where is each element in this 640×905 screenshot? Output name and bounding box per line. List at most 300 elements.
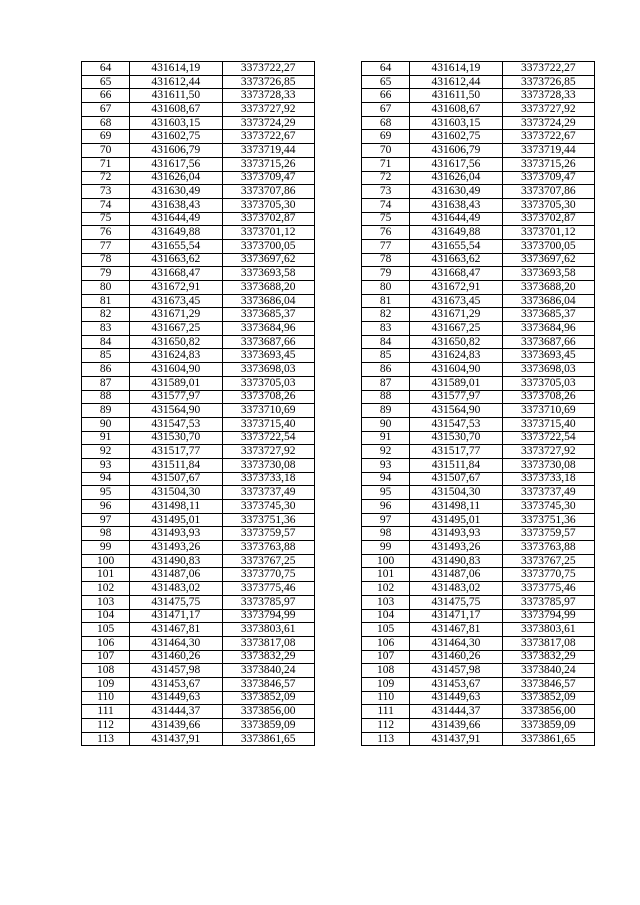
left-coordinate-x-cell: 431460,26 xyxy=(130,650,222,664)
left-point-number-cell: 100 xyxy=(82,554,130,568)
table-row xyxy=(82,335,595,349)
coordinates-table xyxy=(81,61,595,746)
column-gap xyxy=(314,458,361,472)
table-row xyxy=(82,664,595,678)
column-gap xyxy=(314,390,361,404)
table-row xyxy=(82,349,595,363)
right-coordinate-y-cell: 3373759,57 xyxy=(502,527,594,541)
right-coordinate-x-cell: 431655,54 xyxy=(410,239,502,253)
left-coordinate-x-cell: 431564,90 xyxy=(130,404,222,418)
left-point-number-cell: 86 xyxy=(82,363,130,377)
column-gap xyxy=(314,472,361,486)
column-gap xyxy=(314,719,361,733)
right-coordinate-y-cell: 3373770,75 xyxy=(502,568,594,582)
column-gap xyxy=(314,500,361,514)
right-point-number-cell: 99 xyxy=(362,541,410,555)
left-point-number-cell: 76 xyxy=(82,226,130,240)
left-coordinate-y-cell: 3373840,24 xyxy=(222,664,314,678)
right-point-number-cell: 89 xyxy=(362,404,410,418)
left-point-number-cell: 89 xyxy=(82,404,130,418)
left-coordinate-x-cell: 431493,93 xyxy=(130,527,222,541)
right-point-number-cell: 103 xyxy=(362,595,410,609)
right-coordinate-y-cell: 3373693,45 xyxy=(502,349,594,363)
left-point-number-cell: 106 xyxy=(82,636,130,650)
left-point-number-cell: 92 xyxy=(82,445,130,459)
right-coordinate-y-cell: 3373693,58 xyxy=(502,267,594,281)
left-coordinate-x-cell: 431471,17 xyxy=(130,609,222,623)
left-coordinate-x-cell: 431439,66 xyxy=(130,719,222,733)
table-row xyxy=(82,281,595,295)
left-coordinate-y-cell: 3373832,29 xyxy=(222,650,314,664)
left-point-number-cell: 102 xyxy=(82,582,130,596)
table-row xyxy=(82,417,595,431)
left-coordinate-x-cell: 431626,04 xyxy=(130,171,222,185)
column-gap xyxy=(314,404,361,418)
column-gap xyxy=(314,431,361,445)
right-coordinate-x-cell: 431671,29 xyxy=(410,308,502,322)
left-coordinate-x-cell: 431483,02 xyxy=(130,582,222,596)
right-coordinate-y-cell: 3373702,87 xyxy=(502,212,594,226)
left-coordinate-x-cell: 431453,67 xyxy=(130,677,222,691)
left-coordinate-y-cell: 3373688,20 xyxy=(222,281,314,295)
left-point-number-cell: 65 xyxy=(82,75,130,89)
column-gap xyxy=(314,267,361,281)
right-point-number-cell: 69 xyxy=(362,130,410,144)
left-coordinate-y-cell: 3373859,09 xyxy=(222,719,314,733)
left-point-number-cell: 67 xyxy=(82,103,130,117)
right-point-number-cell: 83 xyxy=(362,322,410,336)
right-coordinate-y-cell: 3373785,97 xyxy=(502,595,594,609)
right-coordinate-x-cell: 431577,97 xyxy=(410,390,502,404)
column-gap xyxy=(314,335,361,349)
right-coordinate-x-cell: 431444,37 xyxy=(410,705,502,719)
left-coordinate-y-cell: 3373708,26 xyxy=(222,390,314,404)
left-coordinate-y-cell: 3373856,00 xyxy=(222,705,314,719)
left-coordinate-y-cell: 3373715,40 xyxy=(222,417,314,431)
left-coordinate-y-cell: 3373707,86 xyxy=(222,185,314,199)
left-coordinate-y-cell: 3373770,75 xyxy=(222,568,314,582)
right-point-number-cell: 74 xyxy=(362,198,410,212)
right-coordinate-x-cell: 431467,81 xyxy=(410,623,502,637)
right-point-number-cell: 87 xyxy=(362,376,410,390)
left-coordinate-x-cell: 431650,82 xyxy=(130,335,222,349)
left-coordinate-x-cell: 431449,63 xyxy=(130,691,222,705)
table-row xyxy=(82,719,595,733)
right-coordinate-y-cell: 3373700,05 xyxy=(502,239,594,253)
left-coordinate-x-cell: 431530,70 xyxy=(130,431,222,445)
column-gap xyxy=(314,609,361,623)
left-point-number-cell: 80 xyxy=(82,281,130,295)
column-gap xyxy=(314,486,361,500)
right-coordinate-y-cell: 3373719,44 xyxy=(502,144,594,158)
right-coordinate-y-cell: 3373727,92 xyxy=(502,445,594,459)
left-coordinate-x-cell: 431611,50 xyxy=(130,89,222,103)
right-point-number-cell: 66 xyxy=(362,89,410,103)
left-coordinate-y-cell: 3373733,18 xyxy=(222,472,314,486)
right-coordinate-x-cell: 431493,93 xyxy=(410,527,502,541)
right-point-number-cell: 108 xyxy=(362,664,410,678)
left-point-number-cell: 81 xyxy=(82,294,130,308)
table-row xyxy=(82,650,595,664)
right-point-number-cell: 97 xyxy=(362,513,410,527)
table-row xyxy=(82,431,595,445)
left-coordinate-x-cell: 431464,30 xyxy=(130,636,222,650)
left-point-number-cell: 98 xyxy=(82,527,130,541)
right-coordinate-x-cell: 431589,01 xyxy=(410,376,502,390)
column-gap xyxy=(314,144,361,158)
table-row xyxy=(82,322,595,336)
table-row xyxy=(82,294,595,308)
left-coordinate-y-cell: 3373724,29 xyxy=(222,116,314,130)
column-gap xyxy=(314,226,361,240)
left-point-number-cell: 71 xyxy=(82,157,130,171)
column-gap xyxy=(314,376,361,390)
left-coordinate-y-cell: 3373709,47 xyxy=(222,171,314,185)
right-point-number-cell: 100 xyxy=(362,554,410,568)
column-gap xyxy=(314,89,361,103)
left-coordinate-x-cell: 431577,97 xyxy=(130,390,222,404)
right-coordinate-x-cell: 431530,70 xyxy=(410,431,502,445)
left-coordinate-y-cell: 3373698,03 xyxy=(222,363,314,377)
column-gap xyxy=(314,568,361,582)
left-point-number-cell: 72 xyxy=(82,171,130,185)
column-gap xyxy=(314,705,361,719)
left-point-number-cell: 97 xyxy=(82,513,130,527)
column-gap xyxy=(314,239,361,253)
right-point-number-cell: 92 xyxy=(362,445,410,459)
column-gap xyxy=(314,636,361,650)
left-coordinate-y-cell: 3373803,61 xyxy=(222,623,314,637)
right-coordinate-x-cell: 431649,88 xyxy=(410,226,502,240)
column-gap xyxy=(314,554,361,568)
right-coordinate-x-cell: 431644,49 xyxy=(410,212,502,226)
right-coordinate-x-cell: 431475,75 xyxy=(410,595,502,609)
coordinates-table-body xyxy=(82,62,595,746)
column-gap xyxy=(314,212,361,226)
right-point-number-cell: 104 xyxy=(362,609,410,623)
right-coordinate-x-cell: 431650,82 xyxy=(410,335,502,349)
right-coordinate-x-cell: 431604,90 xyxy=(410,363,502,377)
left-coordinate-x-cell: 431603,15 xyxy=(130,116,222,130)
column-gap xyxy=(314,75,361,89)
left-point-number-cell: 112 xyxy=(82,719,130,733)
right-point-number-cell: 81 xyxy=(362,294,410,308)
left-coordinate-y-cell: 3373767,25 xyxy=(222,554,314,568)
table-row xyxy=(82,732,595,746)
left-coordinate-x-cell: 431667,25 xyxy=(130,322,222,336)
column-gap xyxy=(314,322,361,336)
left-coordinate-y-cell: 3373745,30 xyxy=(222,500,314,514)
table-row xyxy=(82,144,595,158)
left-point-number-cell: 68 xyxy=(82,116,130,130)
left-point-number-cell: 79 xyxy=(82,267,130,281)
right-point-number-cell: 90 xyxy=(362,417,410,431)
right-coordinate-y-cell: 3373688,20 xyxy=(502,281,594,295)
left-coordinate-y-cell: 3373852,09 xyxy=(222,691,314,705)
column-gap xyxy=(314,513,361,527)
table-row xyxy=(82,582,595,596)
table-row xyxy=(82,198,595,212)
left-coordinate-x-cell: 431671,29 xyxy=(130,308,222,322)
right-coordinate-x-cell: 431624,83 xyxy=(410,349,502,363)
right-coordinate-x-cell: 431449,63 xyxy=(410,691,502,705)
right-coordinate-x-cell: 431457,98 xyxy=(410,664,502,678)
right-coordinate-y-cell: 3373763,88 xyxy=(502,541,594,555)
table-row xyxy=(82,609,595,623)
right-point-number-cell: 107 xyxy=(362,650,410,664)
right-point-number-cell: 78 xyxy=(362,253,410,267)
left-point-number-cell: 87 xyxy=(82,376,130,390)
column-gap xyxy=(314,130,361,144)
right-point-number-cell: 95 xyxy=(362,486,410,500)
right-coordinate-x-cell: 431547,53 xyxy=(410,417,502,431)
left-coordinate-y-cell: 3373759,57 xyxy=(222,527,314,541)
left-coordinate-x-cell: 431672,91 xyxy=(130,281,222,295)
left-coordinate-x-cell: 431668,47 xyxy=(130,267,222,281)
left-point-number-cell: 101 xyxy=(82,568,130,582)
left-coordinate-y-cell: 3373846,57 xyxy=(222,677,314,691)
right-point-number-cell: 94 xyxy=(362,472,410,486)
left-point-number-cell: 111 xyxy=(82,705,130,719)
right-point-number-cell: 101 xyxy=(362,568,410,582)
right-point-number-cell: 113 xyxy=(362,732,410,746)
table-row xyxy=(82,239,595,253)
left-point-number-cell: 75 xyxy=(82,212,130,226)
right-point-number-cell: 76 xyxy=(362,226,410,240)
left-coordinate-x-cell: 431589,01 xyxy=(130,376,222,390)
right-point-number-cell: 85 xyxy=(362,349,410,363)
right-coordinate-x-cell: 431495,01 xyxy=(410,513,502,527)
right-point-number-cell: 110 xyxy=(362,691,410,705)
left-coordinate-y-cell: 3373722,67 xyxy=(222,130,314,144)
right-coordinate-y-cell: 3373697,62 xyxy=(502,253,594,267)
table-row xyxy=(82,308,595,322)
right-point-number-cell: 106 xyxy=(362,636,410,650)
left-coordinate-y-cell: 3373685,37 xyxy=(222,308,314,322)
right-point-number-cell: 112 xyxy=(362,719,410,733)
right-coordinate-y-cell: 3373684,96 xyxy=(502,322,594,336)
left-coordinate-y-cell: 3373701,12 xyxy=(222,226,314,240)
right-coordinate-y-cell: 3373852,09 xyxy=(502,691,594,705)
column-gap xyxy=(314,281,361,295)
left-coordinate-x-cell: 431507,67 xyxy=(130,472,222,486)
column-gap xyxy=(314,198,361,212)
right-coordinate-x-cell: 431498,11 xyxy=(410,500,502,514)
right-coordinate-y-cell: 3373705,03 xyxy=(502,376,594,390)
right-point-number-cell: 82 xyxy=(362,308,410,322)
column-gap xyxy=(314,595,361,609)
right-coordinate-x-cell: 431603,15 xyxy=(410,116,502,130)
left-point-number-cell: 66 xyxy=(82,89,130,103)
column-gap xyxy=(314,691,361,705)
column-gap xyxy=(314,185,361,199)
left-coordinate-y-cell: 3373715,26 xyxy=(222,157,314,171)
right-coordinate-x-cell: 431453,67 xyxy=(410,677,502,691)
left-coordinate-y-cell: 3373693,45 xyxy=(222,349,314,363)
left-coordinate-x-cell: 431617,56 xyxy=(130,157,222,171)
table-row xyxy=(82,103,595,117)
left-coordinate-x-cell: 431604,90 xyxy=(130,363,222,377)
left-coordinate-x-cell: 431630,49 xyxy=(130,185,222,199)
left-coordinate-x-cell: 431612,44 xyxy=(130,75,222,89)
right-point-number-cell: 86 xyxy=(362,363,410,377)
right-coordinate-y-cell: 3373707,86 xyxy=(502,185,594,199)
left-coordinate-x-cell: 431490,83 xyxy=(130,554,222,568)
table-row xyxy=(82,363,595,377)
right-coordinate-y-cell: 3373715,26 xyxy=(502,157,594,171)
table-row xyxy=(82,62,595,76)
right-coordinate-y-cell: 3373859,09 xyxy=(502,719,594,733)
column-gap xyxy=(314,308,361,322)
left-coordinate-x-cell: 431624,83 xyxy=(130,349,222,363)
right-coordinate-x-cell: 431507,67 xyxy=(410,472,502,486)
table-row xyxy=(82,404,595,418)
right-coordinate-x-cell: 431626,04 xyxy=(410,171,502,185)
column-gap xyxy=(314,664,361,678)
right-coordinate-y-cell: 3373846,57 xyxy=(502,677,594,691)
left-coordinate-x-cell: 431663,62 xyxy=(130,253,222,267)
right-coordinate-y-cell: 3373724,29 xyxy=(502,116,594,130)
left-point-number-cell: 85 xyxy=(82,349,130,363)
left-coordinate-y-cell: 3373785,97 xyxy=(222,595,314,609)
table-row xyxy=(82,458,595,472)
left-point-number-cell: 70 xyxy=(82,144,130,158)
left-point-number-cell: 96 xyxy=(82,500,130,514)
table-row xyxy=(82,445,595,459)
left-coordinate-x-cell: 431644,49 xyxy=(130,212,222,226)
left-coordinate-y-cell: 3373722,54 xyxy=(222,431,314,445)
right-coordinate-x-cell: 431667,25 xyxy=(410,322,502,336)
left-coordinate-x-cell: 431487,06 xyxy=(130,568,222,582)
right-coordinate-x-cell: 431612,44 xyxy=(410,75,502,89)
right-coordinate-y-cell: 3373698,03 xyxy=(502,363,594,377)
table-row xyxy=(82,89,595,103)
column-gap xyxy=(314,103,361,117)
right-coordinate-y-cell: 3373715,40 xyxy=(502,417,594,431)
left-coordinate-x-cell: 431673,45 xyxy=(130,294,222,308)
right-point-number-cell: 111 xyxy=(362,705,410,719)
right-coordinate-y-cell: 3373727,92 xyxy=(502,103,594,117)
column-gap xyxy=(314,623,361,637)
column-gap xyxy=(314,349,361,363)
column-gap xyxy=(314,171,361,185)
right-coordinate-y-cell: 3373685,37 xyxy=(502,308,594,322)
left-coordinate-x-cell: 431493,26 xyxy=(130,541,222,555)
column-gap xyxy=(314,116,361,130)
right-coordinate-y-cell: 3373856,00 xyxy=(502,705,594,719)
right-point-number-cell: 65 xyxy=(362,75,410,89)
left-coordinate-y-cell: 3373722,27 xyxy=(222,62,314,76)
right-coordinate-x-cell: 431511,84 xyxy=(410,458,502,472)
left-coordinate-y-cell: 3373684,96 xyxy=(222,322,314,336)
table-row xyxy=(82,595,595,609)
column-gap xyxy=(314,417,361,431)
right-coordinate-x-cell: 431668,47 xyxy=(410,267,502,281)
right-coordinate-x-cell: 431517,77 xyxy=(410,445,502,459)
left-coordinate-y-cell: 3373687,66 xyxy=(222,335,314,349)
left-point-number-cell: 105 xyxy=(82,623,130,637)
left-point-number-cell: 82 xyxy=(82,308,130,322)
table-row xyxy=(82,390,595,404)
left-point-number-cell: 104 xyxy=(82,609,130,623)
left-coordinate-x-cell: 431444,37 xyxy=(130,705,222,719)
left-coordinate-x-cell: 431606,79 xyxy=(130,144,222,158)
right-point-number-cell: 79 xyxy=(362,267,410,281)
right-point-number-cell: 102 xyxy=(362,582,410,596)
right-coordinate-y-cell: 3373728,33 xyxy=(502,89,594,103)
left-point-number-cell: 94 xyxy=(82,472,130,486)
left-coordinate-y-cell: 3373710,69 xyxy=(222,404,314,418)
right-point-number-cell: 77 xyxy=(362,239,410,253)
right-coordinate-x-cell: 431464,30 xyxy=(410,636,502,650)
left-coordinate-x-cell: 431495,01 xyxy=(130,513,222,527)
right-coordinate-x-cell: 431606,79 xyxy=(410,144,502,158)
left-coordinate-x-cell: 431475,75 xyxy=(130,595,222,609)
left-point-number-cell: 90 xyxy=(82,417,130,431)
right-coordinate-y-cell: 3373733,18 xyxy=(502,472,594,486)
right-point-number-cell: 84 xyxy=(362,335,410,349)
left-coordinate-x-cell: 431467,81 xyxy=(130,623,222,637)
right-coordinate-y-cell: 3373775,46 xyxy=(502,582,594,596)
left-coordinate-y-cell: 3373726,85 xyxy=(222,75,314,89)
left-point-number-cell: 77 xyxy=(82,239,130,253)
right-point-number-cell: 80 xyxy=(362,281,410,295)
left-point-number-cell: 74 xyxy=(82,198,130,212)
left-point-number-cell: 103 xyxy=(82,595,130,609)
left-coordinate-y-cell: 3373705,03 xyxy=(222,376,314,390)
table-row xyxy=(82,636,595,650)
right-coordinate-x-cell: 431471,17 xyxy=(410,609,502,623)
right-point-number-cell: 72 xyxy=(362,171,410,185)
right-coordinate-y-cell: 3373751,36 xyxy=(502,513,594,527)
left-point-number-cell: 109 xyxy=(82,677,130,691)
left-coordinate-x-cell: 431498,11 xyxy=(130,500,222,514)
right-coordinate-x-cell: 431638,43 xyxy=(410,198,502,212)
table-row xyxy=(82,130,595,144)
column-gap xyxy=(314,253,361,267)
left-coordinate-y-cell: 3373730,08 xyxy=(222,458,314,472)
left-coordinate-y-cell: 3373686,04 xyxy=(222,294,314,308)
left-coordinate-y-cell: 3373728,33 xyxy=(222,89,314,103)
table-row xyxy=(82,513,595,527)
right-coordinate-y-cell: 3373722,67 xyxy=(502,130,594,144)
column-gap xyxy=(314,677,361,691)
right-coordinate-y-cell: 3373722,27 xyxy=(502,62,594,76)
column-gap xyxy=(314,157,361,171)
right-point-number-cell: 64 xyxy=(362,62,410,76)
table-row xyxy=(82,157,595,171)
table-row xyxy=(82,472,595,486)
right-coordinate-y-cell: 3373701,12 xyxy=(502,226,594,240)
table-row xyxy=(82,253,595,267)
right-coordinate-y-cell: 3373730,08 xyxy=(502,458,594,472)
left-point-number-cell: 84 xyxy=(82,335,130,349)
left-point-number-cell: 110 xyxy=(82,691,130,705)
right-coordinate-x-cell: 431504,30 xyxy=(410,486,502,500)
right-point-number-cell: 109 xyxy=(362,677,410,691)
right-point-number-cell: 67 xyxy=(362,103,410,117)
right-coordinate-y-cell: 3373840,24 xyxy=(502,664,594,678)
table-row xyxy=(82,267,595,281)
table-row xyxy=(82,541,595,555)
right-coordinate-y-cell: 3373708,26 xyxy=(502,390,594,404)
left-point-number-cell: 69 xyxy=(82,130,130,144)
right-point-number-cell: 70 xyxy=(362,144,410,158)
right-coordinate-y-cell: 3373832,29 xyxy=(502,650,594,664)
right-coordinate-y-cell: 3373710,69 xyxy=(502,404,594,418)
column-gap xyxy=(314,541,361,555)
right-coordinate-y-cell: 3373737,49 xyxy=(502,486,594,500)
